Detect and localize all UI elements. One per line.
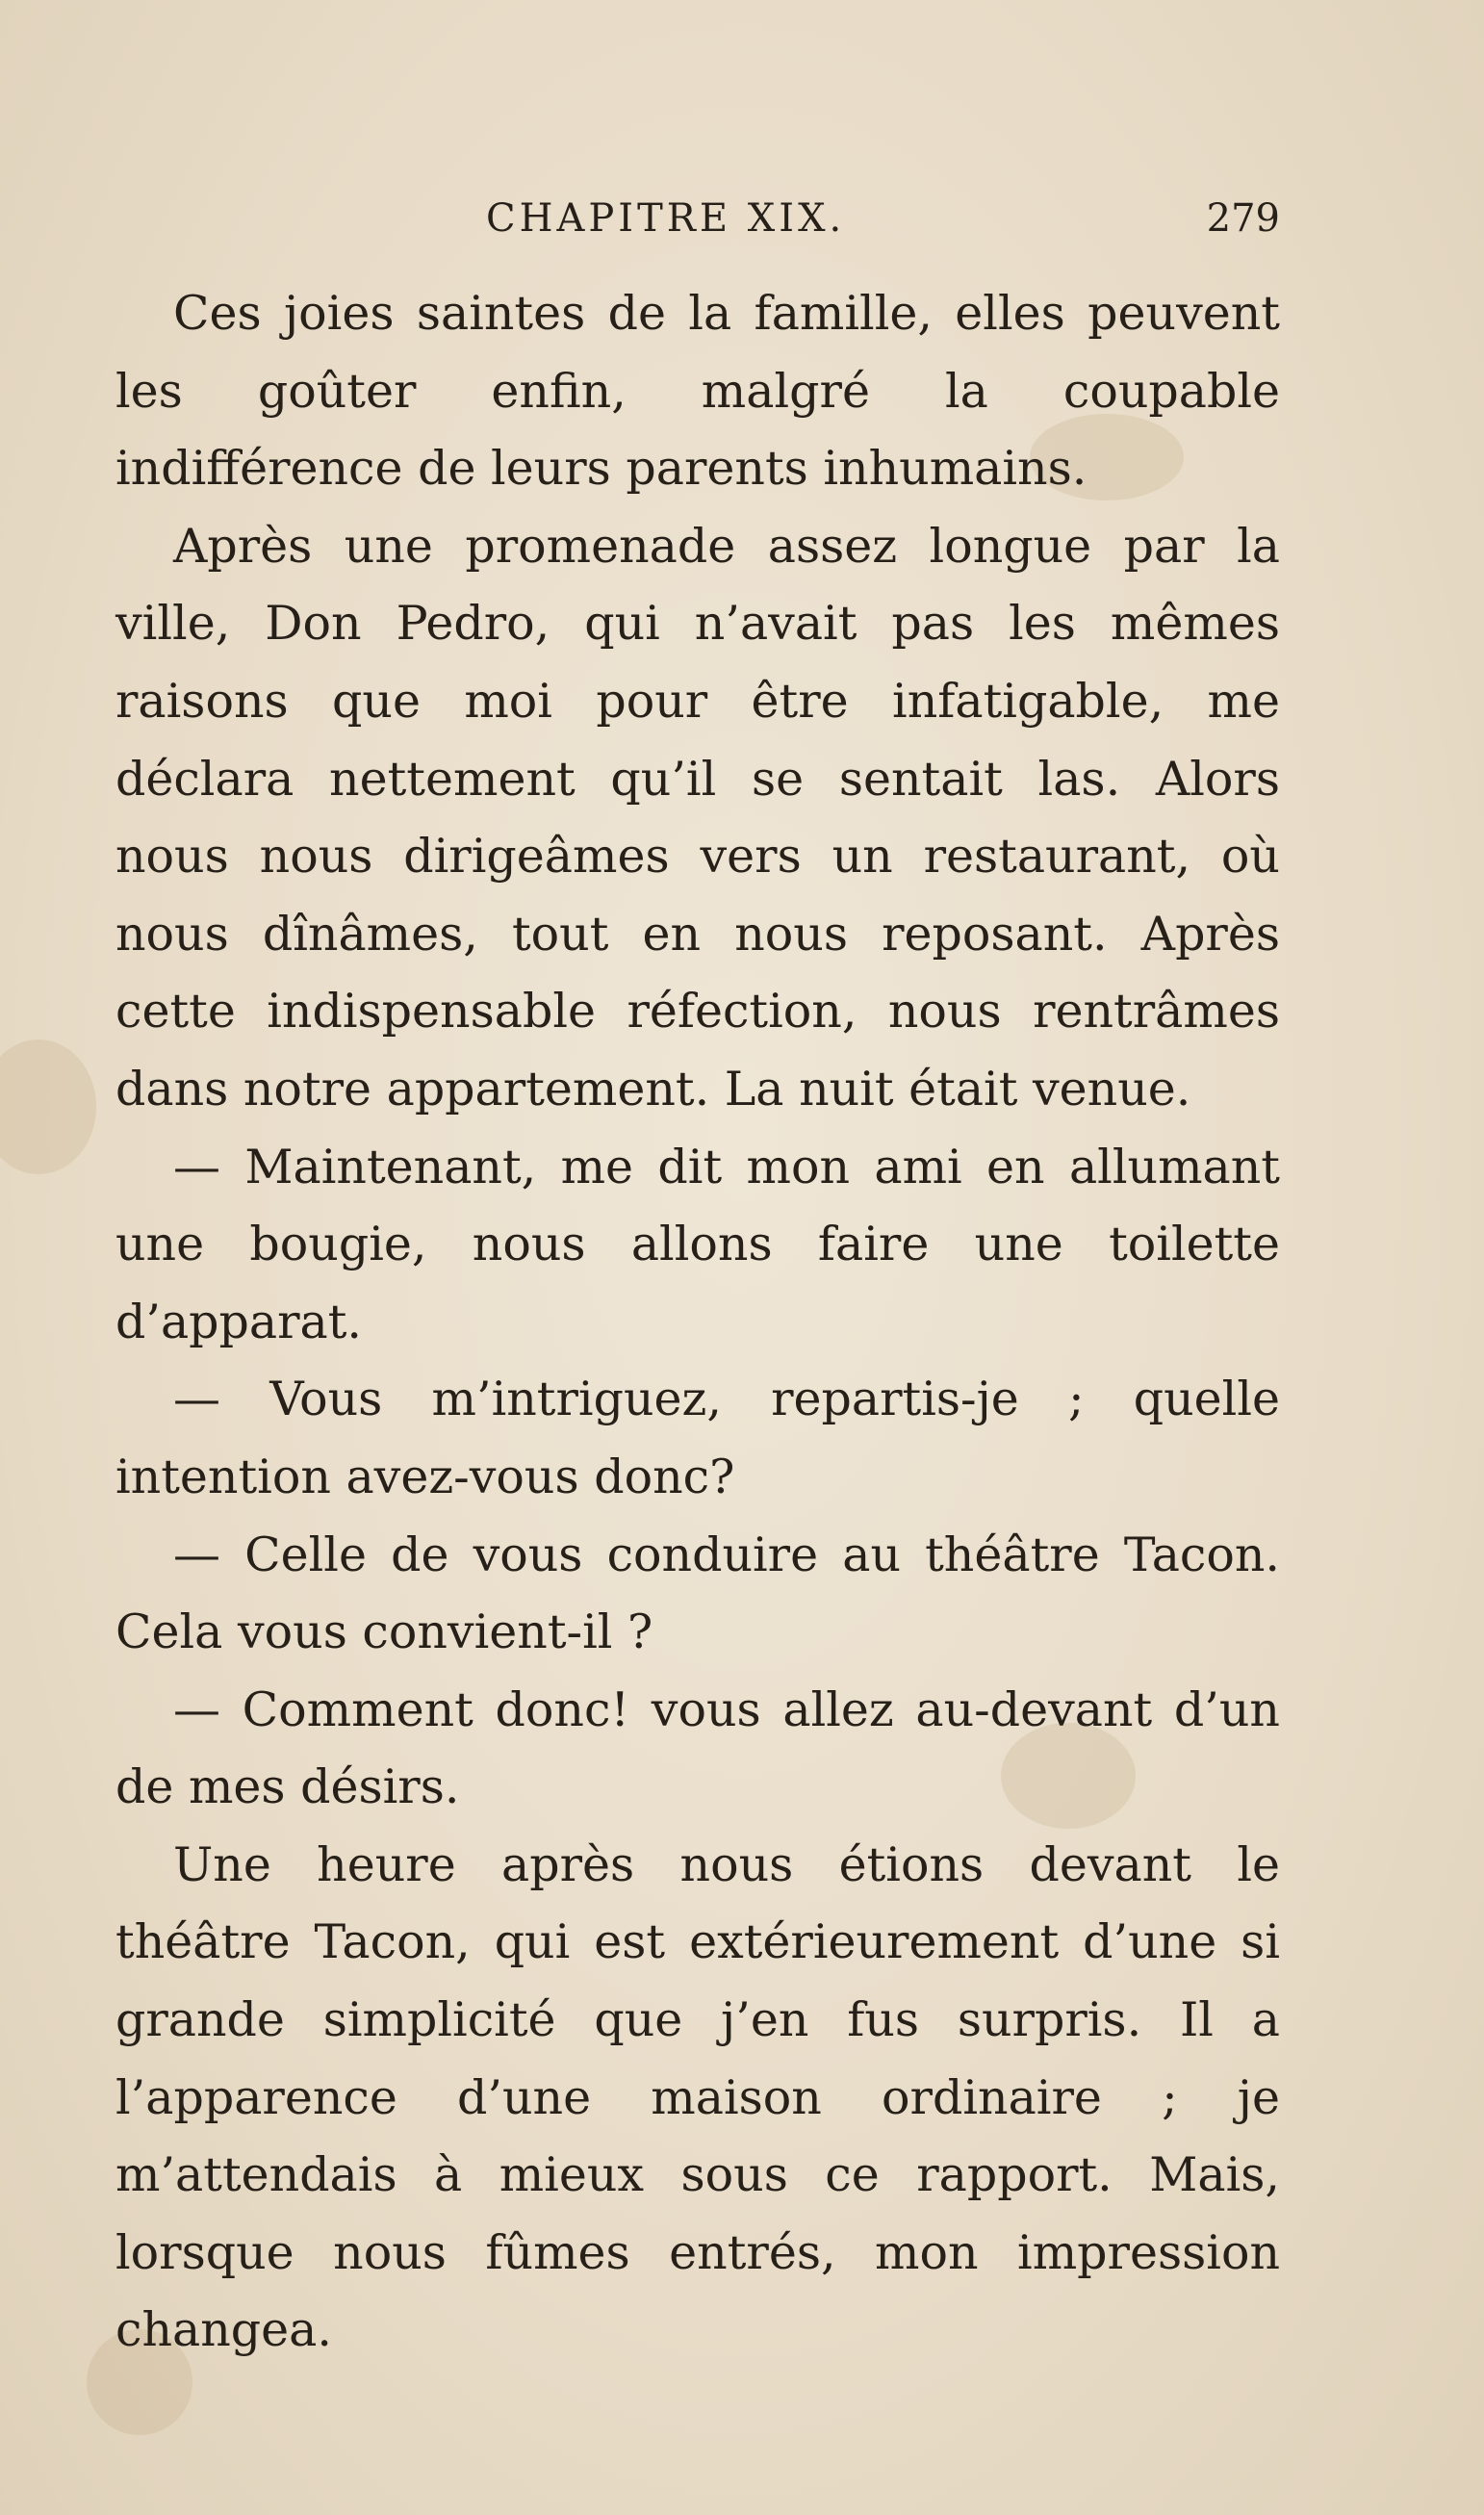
paragraph: — Vous m’intriguez, repartis-je ; quelle intention avez-vous donc? bbox=[115, 1372, 1280, 1504]
paragraph: Ces joies saintes de la famille, elles peuvent les goûter enfin, malgré la coupable indifférence de leurs parents inhumains. bbox=[115, 286, 1280, 497]
body-text bbox=[115, 275, 1280, 2370]
paragraph: — Celle de vous conduire au théâtre Tacon. Cela vous convient-il ? bbox=[115, 1527, 1280, 1660]
paper-stain bbox=[0, 1039, 96, 1174]
page-number: 279 bbox=[1206, 196, 1280, 241]
chapter-title: CHAPITRE XIX. bbox=[486, 196, 846, 241]
paragraph: Une heure après nous étions devant le théâtre Tacon, qui est extérieurement d’une si grande simplicité que j’en fus surpris. Il a l’apparence d’une maison ordinaire ; je m’attendais à mieux sous ce rapport. Mais, lorsque nous fûmes entrés, mon impression changea. bbox=[115, 1836, 1280, 2358]
paragraph: — Comment donc! vous allez au-devant d’un de mes désirs. bbox=[115, 1681, 1280, 1815]
paragraph: Après une promenade assez longue par la ville, Don Pedro, qui n’avait pas les mêmes raisons que moi pour être infatigable, me déclara nettement qu’il se sentait las. Alors nous nous dirigeâmes vers un restaurant, où nous dînâmes, tout en nous reposant. Après cette indispensable réfection, nous rentrâmes dans notre appartement. La nuit était venue. bbox=[115, 518, 1280, 1116]
running-header bbox=[120, 192, 1280, 250]
paragraph: — Maintenant, me dit mon ami en allumant une bougie, nous allons faire une toilette d’apparat. bbox=[115, 1139, 1280, 1349]
